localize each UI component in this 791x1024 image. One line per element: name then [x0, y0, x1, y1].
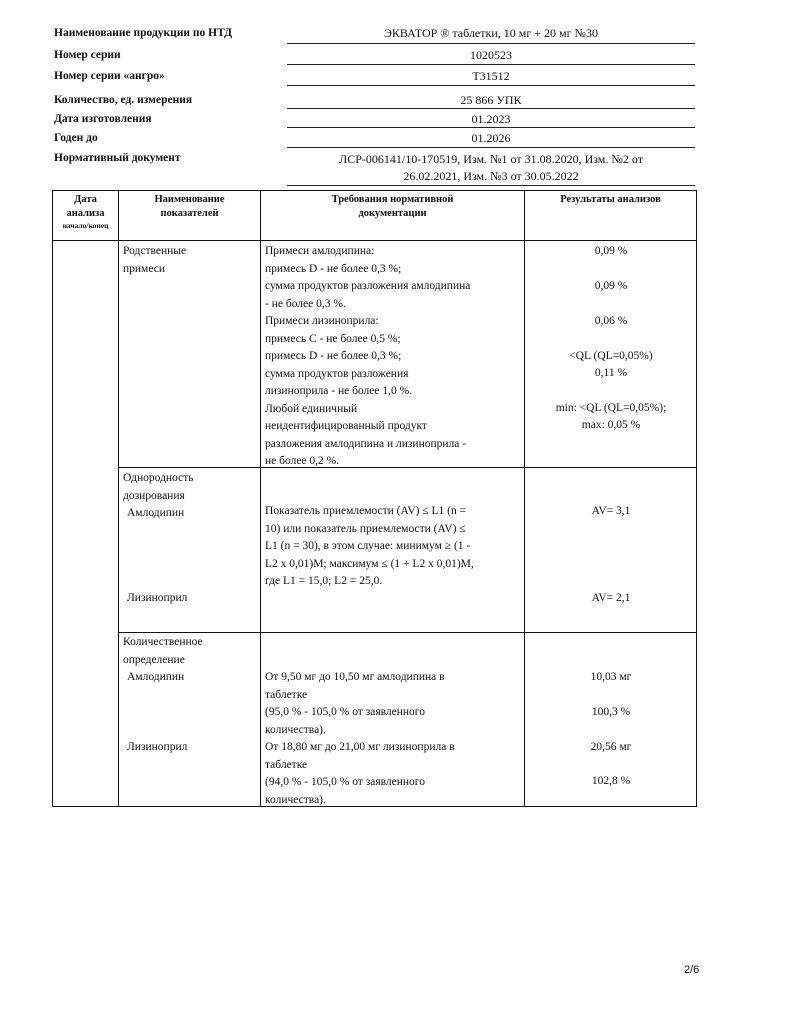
result-assay-amlodipine-mg: 10,03 мг: [590, 671, 632, 683]
column-header-date-line-2: анализа: [66, 208, 105, 219]
manufacture-date-underline: [287, 127, 695, 128]
req-line: L1 (n = 30), в этом случае: минимум ≥ (1 -: [265, 540, 471, 552]
manufacture-date-value: 01.2023: [471, 112, 511, 126]
table-left-border: [52, 190, 53, 806]
row-divider-2: [118, 632, 697, 633]
req-line: (95,0 % - 105,0 % от заявленного: [265, 706, 425, 718]
normative-doc-label: Нормативный документ: [54, 152, 181, 164]
result-uniformity-lisinopril: AV= 2,1: [591, 592, 631, 604]
req-line: примесь D - не более 0,3 %;: [265, 350, 402, 362]
req-line: сумма продуктов разложения: [265, 367, 409, 380]
page-number: 2/6: [684, 964, 700, 976]
column-header-requirements-line-1: Требования нормативной: [331, 194, 454, 205]
column-divider-2: [260, 190, 261, 806]
series-value: 1020523: [470, 48, 512, 62]
column-header-date: [53, 193, 118, 231]
result-unidentified-max: max: 0,05 %: [581, 419, 641, 431]
column-header-requirements-line-2: документации: [358, 208, 427, 219]
column-header-date-sub: начало/конец: [62, 221, 109, 230]
assay-name-line-1: Количественное: [123, 636, 203, 648]
expiry-date-label: Годен до: [54, 132, 98, 144]
column-header-indicator-line-1: Наименование: [154, 194, 225, 205]
req-line: лизиноприла - не более 1,0 %.: [265, 385, 413, 397]
req-line: (94,0 % - 105,0 % от заявленного: [265, 776, 425, 788]
result-lisinopril-impurity-d: <QL (QL=0,05%): [569, 350, 653, 362]
impurities-name-line-2: примеси: [123, 262, 165, 275]
result-amlodipine-impurity-d: 0,09 %: [594, 245, 628, 257]
result-lisinopril-impurity-c: 0,06 %: [594, 315, 628, 327]
req-line: От 9,50 мг до 10,50 мг амлодипина в: [265, 671, 445, 683]
req-line: количества).: [265, 723, 326, 736]
assay-name-line-2: определение: [123, 653, 185, 666]
series-underline: [287, 64, 695, 65]
quantity-underline: [287, 108, 695, 109]
req-line: неидентифицированный продукт: [265, 420, 427, 432]
req-line: От 18,80 мг до 21,00 мг лизиноприла в: [265, 741, 455, 753]
impurities-name-line-1: Родственные: [123, 245, 187, 257]
expiry-date-value: 01.2026: [471, 131, 511, 145]
result-lisinopril-degradation-sum: 0,11 %: [594, 367, 628, 379]
req-line: примесь С - не более 0,5 %;: [265, 332, 401, 345]
uniformity-name-line-2: дозирования: [123, 489, 185, 502]
req-line: L2 x 0,01)М; максимум ≤ (1 + L2 x 0,01)М,: [265, 557, 474, 570]
assay-name: [123, 634, 257, 687]
assay-lisinopril-label: Лизиноприл: [127, 741, 188, 753]
series-angro-value: Т31512: [472, 69, 510, 83]
series-label: Номер серии: [54, 49, 121, 61]
uniformity-lisinopril-label: Лизиноприл: [127, 592, 188, 604]
req-line: не более 0,2 %.: [265, 455, 340, 467]
result-assay-lisinopril-percent: 102,8 %: [591, 775, 631, 787]
result-uniformity-amlodipine: AV= 3,1: [591, 505, 631, 517]
uniformity-name: [123, 470, 257, 523]
impurities-requirements: [265, 243, 523, 471]
manufacture-date-label: Дата изготовления: [54, 113, 152, 125]
req-line: 10) или показатель приемлемости (AV) ≤: [265, 522, 466, 535]
req-line: - не более 0,3 %.: [265, 297, 346, 310]
column-header-results-text: Результаты анализов: [560, 194, 661, 205]
product-underline: [287, 43, 695, 44]
req-line: Любой единичный: [265, 402, 358, 415]
column-header-indicator-line-2: показателей: [160, 208, 219, 219]
table-header-bottom-border: [52, 240, 697, 241]
req-line: таблетке: [265, 688, 308, 701]
req-line: Примеси лизиноприла:: [265, 315, 379, 327]
uniformity-name-line-1: Однородность: [123, 472, 194, 484]
req-line: таблетке: [265, 758, 308, 771]
column-header-date-line-1: Дата: [74, 194, 97, 205]
normative-doc-value: [287, 151, 695, 185]
assay-amlodipine-requirements: [265, 669, 523, 739]
assay-amlodipine-label: Амлодипин: [127, 671, 185, 683]
impurities-name: [123, 243, 257, 278]
req-line: разложения амлодипина и лизиноприла -: [265, 437, 467, 450]
result-amlodipine-degradation-sum: 0,09 %: [594, 280, 628, 292]
req-line: где L1 = 15,0; L2 = 25,0.: [265, 575, 383, 587]
column-header-indicator: [119, 193, 260, 221]
column-divider-1: [118, 190, 119, 806]
result-assay-lisinopril-mg: 20,56 мг: [590, 741, 632, 753]
req-line: Примеси амлодипина:: [265, 245, 375, 257]
table-right-border: [696, 190, 697, 806]
column-header-results: [525, 193, 696, 207]
result-assay-amlodipine-percent: 100,3 %: [591, 706, 631, 718]
column-divider-3: [524, 190, 525, 806]
assay-lisinopril-requirements: [265, 739, 523, 809]
req-line: Показатель приемлемости (AV) ≤ L1 (n =: [265, 505, 467, 517]
result-unidentified-min: min: <QL (QL=0,05%);: [555, 402, 667, 414]
normative-doc-line-1: ЛСР-006141/10-170519, Изм. №1 от 31.08.2020, Изм. №2 от: [339, 152, 643, 166]
req-line: сумма продуктов разложения амлодипина: [265, 280, 471, 292]
product-value: ЭКВАТОР ® таблетки, 10 мг + 20 мг №30: [384, 26, 598, 40]
uniformity-amlodipine-label: Амлодипин: [127, 507, 185, 519]
uniformity-requirements: [265, 503, 523, 591]
product-label: Наименование продукции по НТД: [54, 27, 232, 39]
quantity-label: Количество, ед. измерения: [54, 94, 193, 106]
expiry-date-underline: [287, 147, 695, 148]
table-top-border: [52, 190, 697, 191]
column-header-requirements: [261, 193, 524, 221]
quantity-value: 25 866 УПК: [460, 93, 522, 107]
series-angro-label: Номер серии «ангро»: [54, 70, 165, 82]
req-line: количества).: [265, 793, 326, 806]
normative-doc-line-2: 26.02.2021, Изм. №3 от 30.05.2022: [403, 169, 579, 183]
normative-doc-underline: [287, 185, 695, 186]
req-line: примесь D - не более 0,3 %;: [265, 262, 402, 275]
series-angro-underline: [287, 85, 695, 86]
